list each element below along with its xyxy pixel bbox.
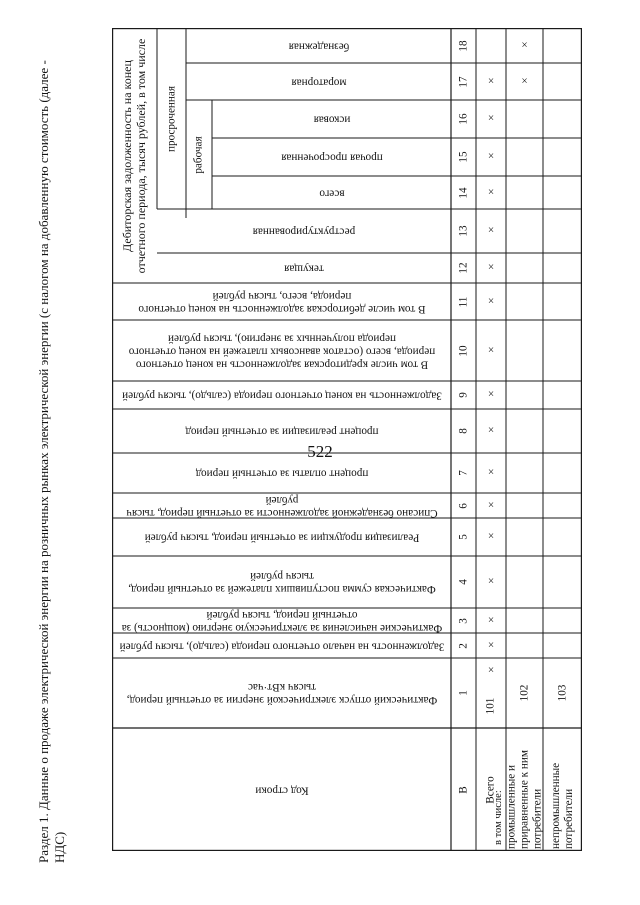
mark-r101-c2: × bbox=[487, 639, 495, 652]
header-col-3: Фактические начисления за электрическую энергию (мощность) за отчетный период, тысяч рублей bbox=[121, 608, 442, 634]
header-col-14: всего bbox=[318, 186, 345, 199]
mark-r101-c14: × bbox=[487, 186, 495, 199]
header-col-2: Задолженность на начало отчетного периода (сальдо), тысяч рублей bbox=[119, 639, 444, 652]
header-col-13: реструктурированная bbox=[252, 225, 356, 238]
col-number-13: 13 bbox=[457, 225, 470, 237]
header-col-12: текущая bbox=[284, 262, 324, 275]
mark-r101-c13: × bbox=[487, 224, 495, 237]
mark-r101-c4: × bbox=[487, 575, 495, 588]
mark-r101-c5: × bbox=[487, 530, 495, 543]
header-col-15: прочая просроченная bbox=[280, 151, 383, 164]
row-code-101: 101 bbox=[484, 697, 497, 714]
col-number-9: 9 bbox=[457, 392, 470, 398]
mark-r101-c10: × bbox=[487, 344, 495, 357]
mark-r101-c17: × bbox=[487, 75, 495, 88]
header-col-11: В том числе дебиторская задолженность на конец отчетного периода, всего, тысяч рублей bbox=[137, 289, 426, 315]
mark-r101-code-area bbox=[476, 658, 506, 728]
mark-r101-c18-placeholder bbox=[476, 28, 506, 63]
mark-r101-c7: × bbox=[487, 466, 495, 479]
col-number-15: 15 bbox=[457, 151, 470, 163]
row-label-nonindustrial: непромышленные потребители bbox=[549, 762, 575, 849]
col-number-8: 8 bbox=[457, 428, 470, 434]
header-col-6: Списано безнадежной задолженности за отчетный период, тысяч рублей bbox=[125, 493, 438, 519]
page-number: 522 bbox=[307, 442, 333, 461]
working-subgroup-label: рабочая bbox=[192, 135, 205, 174]
header-col-4: Фактическая сумма поступивших платежей за отчетный период, тысяч рублей bbox=[127, 570, 436, 595]
receivables-group-header bbox=[112, 28, 157, 283]
col-number-4: 4 bbox=[457, 579, 470, 585]
col-number-11: 11 bbox=[457, 296, 470, 307]
header-col-5: Реализация продукции за отчетный период, тысяч рублей bbox=[144, 531, 419, 544]
col-number-18: 18 bbox=[457, 39, 470, 52]
data-form-table bbox=[112, 28, 582, 851]
col-number-5: 5 bbox=[457, 534, 470, 540]
col-number-7: 7 bbox=[457, 470, 470, 476]
col-number-10: 10 bbox=[457, 344, 470, 357]
header-col-10: В том числе кредиторская задолженность на конец отчетного периода, всего (остаток авансовых платежей на конец отчетного периода полученных за энергию), тысяч рублей bbox=[128, 332, 435, 370]
mark-r101-c1: × bbox=[487, 664, 495, 677]
overdue-group-header bbox=[157, 28, 186, 209]
mark-r101-c6: × bbox=[487, 499, 495, 512]
header-col-9: Задолженность на конец отчетного периода (сальдо), тысяч рублей bbox=[121, 389, 442, 402]
col-number-1: 1 bbox=[457, 690, 470, 696]
mark-r101-c16: × bbox=[487, 112, 495, 125]
header-col-16: исковая bbox=[313, 113, 350, 126]
mark-r101-c8: × bbox=[487, 424, 495, 437]
mark-r101-c3: × bbox=[487, 614, 495, 627]
row-code-103: 103 bbox=[556, 684, 569, 702]
col-number-3: 3 bbox=[457, 617, 470, 624]
header-col-1: Фактический отпуск электрической энергии за отчетный период, тысяч кВт·час bbox=[126, 681, 437, 706]
working-subgroup-header bbox=[186, 100, 212, 209]
col-number-17: 17 bbox=[457, 75, 470, 88]
mark-r101-c15: × bbox=[487, 150, 495, 163]
header-code: Код строки bbox=[254, 783, 309, 796]
row-label-including: в том числе: bbox=[492, 789, 504, 845]
col-number-14: 14 bbox=[457, 186, 470, 199]
col-letter-code: В bbox=[457, 785, 470, 794]
mark-r101-c9: × bbox=[487, 388, 495, 401]
col-number-6: 6 bbox=[457, 502, 470, 509]
receivables-group-title: Дебиторская задолженность на конец отчетного периода, тысяч рублей, в том числе bbox=[119, 38, 148, 273]
header-col-17: мораторная bbox=[291, 75, 346, 88]
section-title: Раздел 1. Данные о продаже электрической энергии на розничных рынках электрической энергии (с налогом на добавленную стоимость (далее - НДС) bbox=[36, 60, 67, 863]
overdue-group-label: просроченная bbox=[165, 85, 178, 152]
col-number-12: 12 bbox=[457, 262, 470, 274]
row-label-total: Всего bbox=[484, 775, 497, 804]
header-col-7: процент оплаты за отчетный период bbox=[195, 467, 368, 480]
row-code-102: 102 bbox=[518, 684, 531, 702]
col-number-2: 2 bbox=[457, 642, 470, 649]
col-number-16: 16 bbox=[457, 113, 470, 125]
mark-r101-c12: × bbox=[487, 261, 495, 274]
mark-r101-c11: × bbox=[487, 295, 495, 308]
mark-r102-c18: × bbox=[521, 39, 528, 52]
mark-r102-c17: × bbox=[521, 75, 528, 88]
header-col-18: безнадежная bbox=[288, 39, 349, 52]
header-col-8: процент реализации за отчетный период bbox=[184, 425, 379, 438]
row-label-industrial: промышленные и приравненные к ним потребители bbox=[505, 749, 543, 849]
